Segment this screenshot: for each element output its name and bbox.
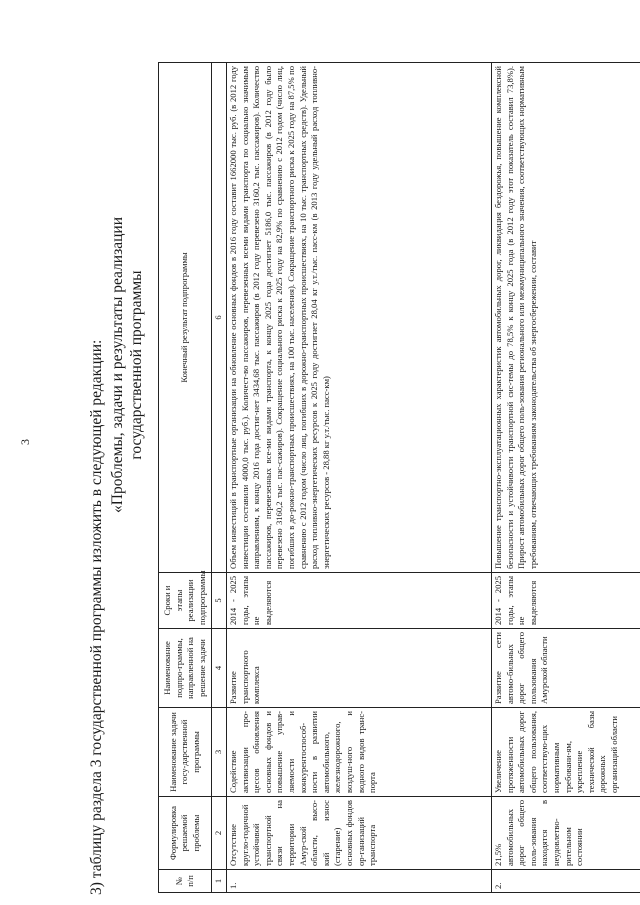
column-number: 5 <box>212 573 227 629</box>
row-number: 2. <box>491 870 640 893</box>
header-timeline: Сроки и этапы реализации подпрограммы <box>159 573 212 629</box>
table-row <box>226 63 491 893</box>
row-problem: Отсутствие кругло-годичной устойчивой транспортной связи на территории Амур-ской области, высо-кий износ (старение) основных фондов ор-ганизаций транспорта <box>226 797 491 870</box>
row-timeline: 2014 - 2025 годы, этапы не выделяются <box>226 573 491 629</box>
column-number: 4 <box>212 629 227 708</box>
row-result: Объем инвестиций в транспортные организации на обновление основных фондов в 2016 году составит 1662000 тыс. руб. (в 2012 году инвестиции составили 4000,0 тыс. руб.). Количест-во пассажиров, перевезенных всеми видами транспорта по социально значимым направлениям, к концу 2016 года достиг-нет 3434,68 тыс. пассажиров (в 2012 году перевезено 3160,2 тыс. пассажиров). Количество пассажиров, перевезенных все-ми видами транспорта, к концу 2025 года достигнет 5186,0 тыс. пассажиров (в 2012 году было перевезено 3160,2 тыс. пас-сажиров). Сокращение социального риска к 2025 году на 82,9% по сравнению с 2012 годом (число лиц, погибших в до-рожно-транспортных происшествиях, на 100 тыс. населения). Сокращение транспортного риска к 2025 году на 87,5% по сравнению с 2012 годом (число лиц, погибших в дорожно-транспортных происшествиях, на 10 тыс. транспортных средств). Удельный расход топливно-энергетических ресурсов к 2025 году достигнет 28,04 кг у.т./тыс. пасс-км (в 2013 году удельный расход топливно-энергетических ресурсов - 28,88 кг у.т./тыс. пасс-км) <box>226 63 491 573</box>
column-number: 2 <box>212 797 227 870</box>
table-heading-line-1: «Проблемы, задачи и результаты реализации <box>109 217 126 513</box>
problems-tasks-results-table <box>158 62 640 893</box>
column-number: 3 <box>212 708 227 797</box>
table-row <box>491 63 640 893</box>
column-number-row <box>212 63 227 893</box>
row-task: Увеличение протяженности автомобильных дорог общего пользования, соответствую-щих нормативным требовани-ям, укрепление технической базы дорожных организаций области <box>491 708 640 797</box>
row-problem: 21,5% автомобильных дорог общего поль-зования находятся в неудовлетво-рительном состоянии <box>491 797 640 870</box>
header-problem: Формулировка решаемой проблемы <box>159 797 212 870</box>
table-heading <box>108 105 146 625</box>
header-subprogram: Наименование подпро-граммы, направленной на решение задачи <box>159 629 212 708</box>
header-result: Конечный результат подпрограммы <box>159 63 212 573</box>
header-task: Наименование задачи госу-дарственной программы <box>159 708 212 797</box>
row-result: Повышение транспортно-эксплуатационных характеристик автомобильных дорог, ликвидация бездорожья, повышение комплексной безопасности и устойчивости транспортной сис-темы до 78,5% к концу 2025 года (в 2012 году этот показатель составил 73,8%). Прирост автомобильных дорог общего поль-зования регионального или межмуниципального значения, соответствующих нормативным требованиям, отвечающих требованиям законодательства об энергосбережении, составит <box>491 63 640 573</box>
page-number: 3 <box>18 439 32 445</box>
row-subprogram: Развитие сети автомо-бильных дорог общего пользования Амурской области <box>491 629 640 708</box>
table-heading-line-2: государственной программы <box>128 270 145 460</box>
column-number: 1 <box>212 870 227 893</box>
row-task: Содействие активизации про-цессов обновления основных фондов и повышение управ-ляемости и конкурентоспособ-ности в развитии автомобильного, железнодорожного, воздуш-ного и водного видов транс-порта <box>226 708 491 797</box>
row-subprogram: Развитие транспортного комплекса <box>226 629 491 708</box>
row-number: 1. <box>226 870 491 893</box>
amendment-intro: 3) таблицу раздела 3 государственной программы изложить в следующей редакции: <box>88 339 105 895</box>
table-header-row <box>159 63 212 893</box>
row-timeline: 2014 - 2025 годы, этапы не выделяются <box>491 573 640 629</box>
column-number: 6 <box>212 63 227 573</box>
header-number: № п/п <box>159 870 212 893</box>
